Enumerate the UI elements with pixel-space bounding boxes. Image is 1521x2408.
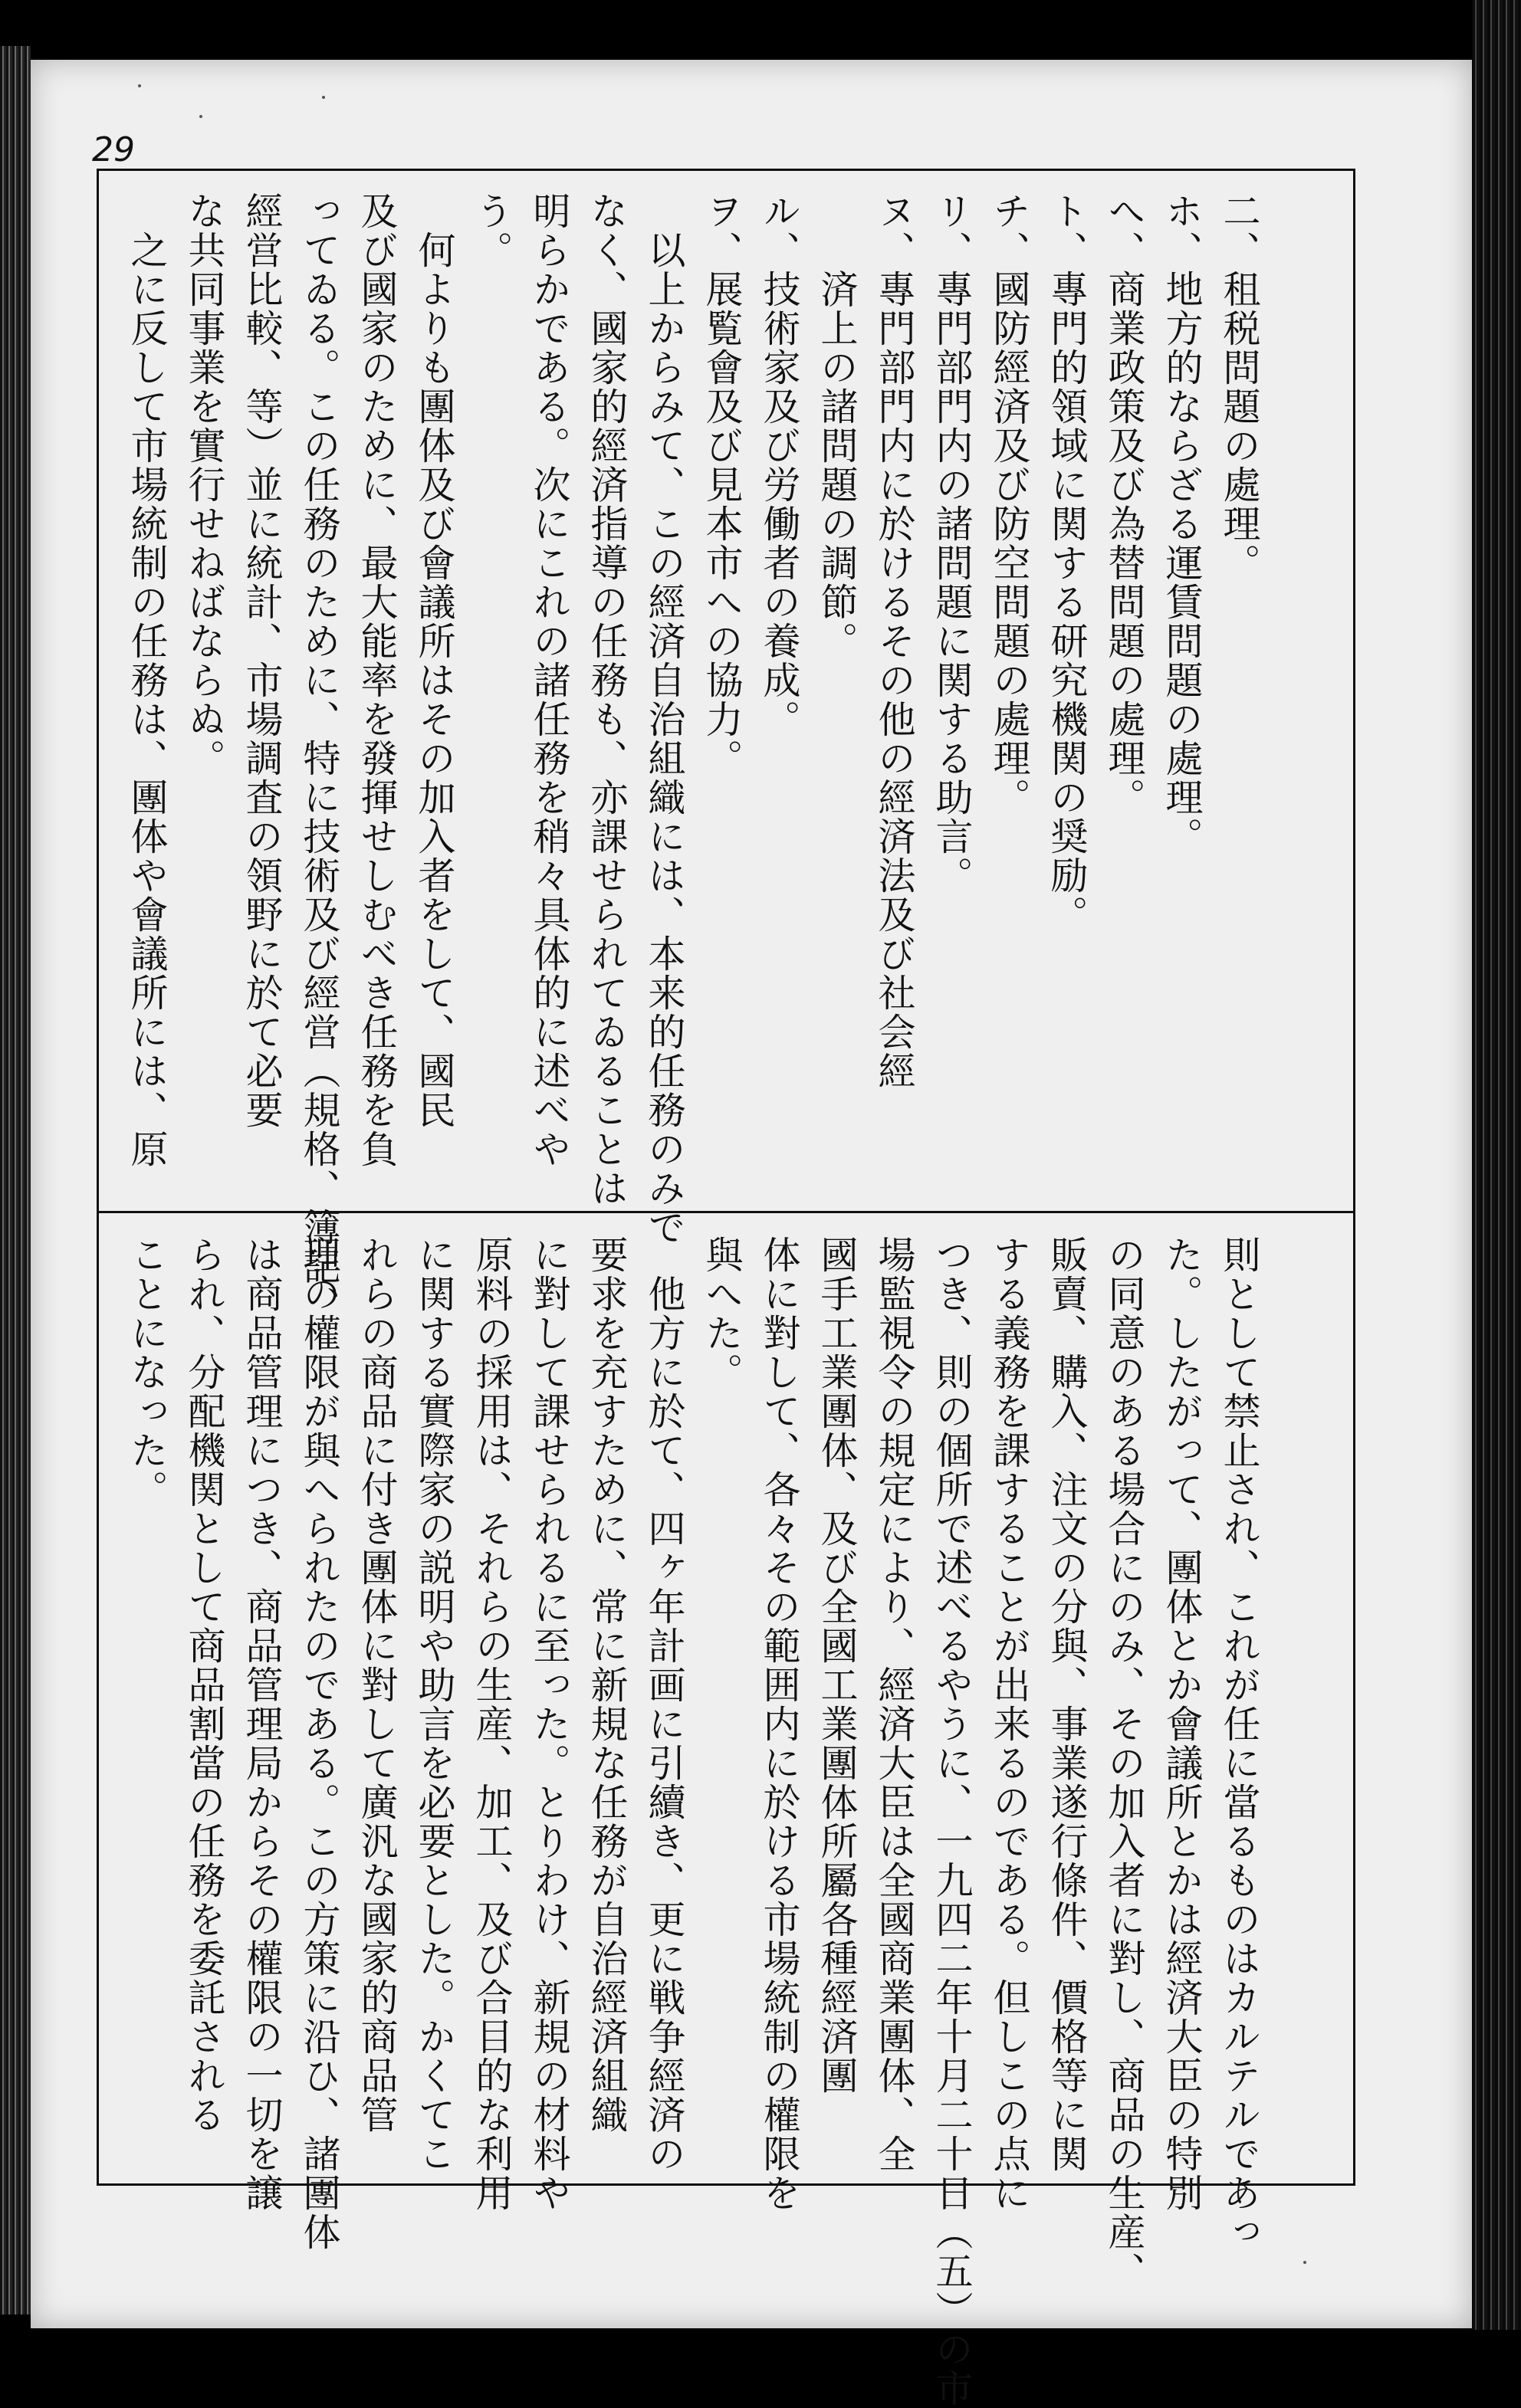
ink-speck xyxy=(138,84,141,87)
text-line: 則として禁止され、これが任に當るものはカルテルであっ xyxy=(1217,1235,1261,2252)
text-line: 要求を充すために、常に新規な任務が自治經済組織 xyxy=(585,1235,629,2134)
text-line: ヌ、專門部門内に於けるその他の經済法及び社会經 xyxy=(872,192,916,1091)
section-divider xyxy=(97,1211,1354,1213)
text-line: 販賣、購入、注文の分與、事業遂行條件、價格等に関 xyxy=(1045,1235,1089,2173)
text-line: の同意のある場合にのみ、その加入者に對し、商品の生産、 xyxy=(1102,1235,1146,2291)
text-line: 済上の諸問題の調節。 xyxy=(815,192,859,661)
text-line: つき、則の個所で述べるやうに、一九四二年十月二十日（五）の市 xyxy=(930,1235,974,2408)
lower-text-block xyxy=(118,1235,1268,2408)
text-line: 他方に於て、四ヶ年計画に引續き、更に戦争經済の xyxy=(642,1235,686,2173)
text-line: ト、專門的領域に関する研究機関の奨励。 xyxy=(1045,192,1089,934)
ink-speck xyxy=(1303,2261,1306,2264)
ink-speck xyxy=(322,96,325,99)
text-line: 原料の採用は、それらの生産、加工、及び合目的な利用 xyxy=(470,1235,514,2213)
text-line: は商品管理につき、商品管理局からその權限の一切を譲 xyxy=(240,1235,284,2213)
book-left-edge xyxy=(0,46,31,2315)
text-line: 國手工業團体、及び全國工業團体所屬各種經済團 xyxy=(815,1235,859,2095)
text-line: 理の權限が與へられたのである。この方策に沿ひ、諸團体 xyxy=(297,1235,341,2252)
text-line: 以上からみて、この經済自治組織には、本来的任務のみで xyxy=(642,192,686,1247)
text-line: ことになった。 xyxy=(125,1235,169,1509)
text-line: 與へた。 xyxy=(700,1235,744,1392)
text-line: た。したがって、團体とか會議所とかは經済大臣の特別 xyxy=(1160,1235,1204,2213)
text-line: 之に反して市場統制の任務は、團体や會議所には、原 xyxy=(125,192,169,1169)
text-line: ってゐる。この任務のために、特に技術及び經営（規格、簿記、 xyxy=(297,192,341,1325)
ink-speck xyxy=(199,115,202,118)
text-line: する義務を課することが出来るのである。但しこの点に xyxy=(987,1235,1031,2213)
book-right-edge xyxy=(1472,0,1521,2330)
text-line: ヲ、展覧會及び見本市への協力。 xyxy=(700,192,744,778)
text-line: れらの商品に付き團体に對して廣汎な國家的商品管 xyxy=(355,1235,399,2134)
page-number: 29 xyxy=(92,130,135,169)
text-line: チ、國防經済及び防空問題の處理。 xyxy=(987,192,1031,817)
text-line: な共同事業を實行せねばならぬ。 xyxy=(182,192,226,778)
text-line: 場監視令の規定により、經済大臣は全國商業團体、全 xyxy=(872,1235,916,2173)
text-line: 二、租税問題の處理。 xyxy=(1217,192,1261,582)
text-line: 何よりも團体及び會議所はその加入者をして、國民 xyxy=(412,192,456,1130)
text-line: 明らかである。次にこれの諸任務を稍々具体的に述べや xyxy=(527,192,571,1169)
text-line: 体に對して、各々その範囲内に於ける市場統制の權限を xyxy=(757,1235,801,2213)
text-line: なく、國家的經済指導の任務も、亦課せられてゐることは xyxy=(585,192,629,1208)
text-line: ホ、地方的ならざる運賃問題の處理。 xyxy=(1160,192,1204,856)
text-line: 經営比較、等）並に統計、市場調査の領野に於て必要 xyxy=(240,192,284,1130)
text-line: に関する實際家の説明や助言を必要とした。かくてこ xyxy=(412,1235,456,2173)
text-line: ル、技術家及び労働者の養成。 xyxy=(757,192,801,739)
text-line: へ、商業政策及び為替問題の處理。 xyxy=(1102,192,1146,817)
text-line: られ、分配機関として商品割當の任務を委託される xyxy=(182,1235,226,2134)
text-line: リ、專門部門内の諸問題に関する助言。 xyxy=(930,192,974,895)
text-line: に對して課せられるに至った。とりわけ、新規の材料や xyxy=(527,1235,571,2213)
text-line: 及び國家のために、最大能率を發揮せしむべき任務を負 xyxy=(355,192,399,1169)
text-line: う。 xyxy=(470,192,514,270)
